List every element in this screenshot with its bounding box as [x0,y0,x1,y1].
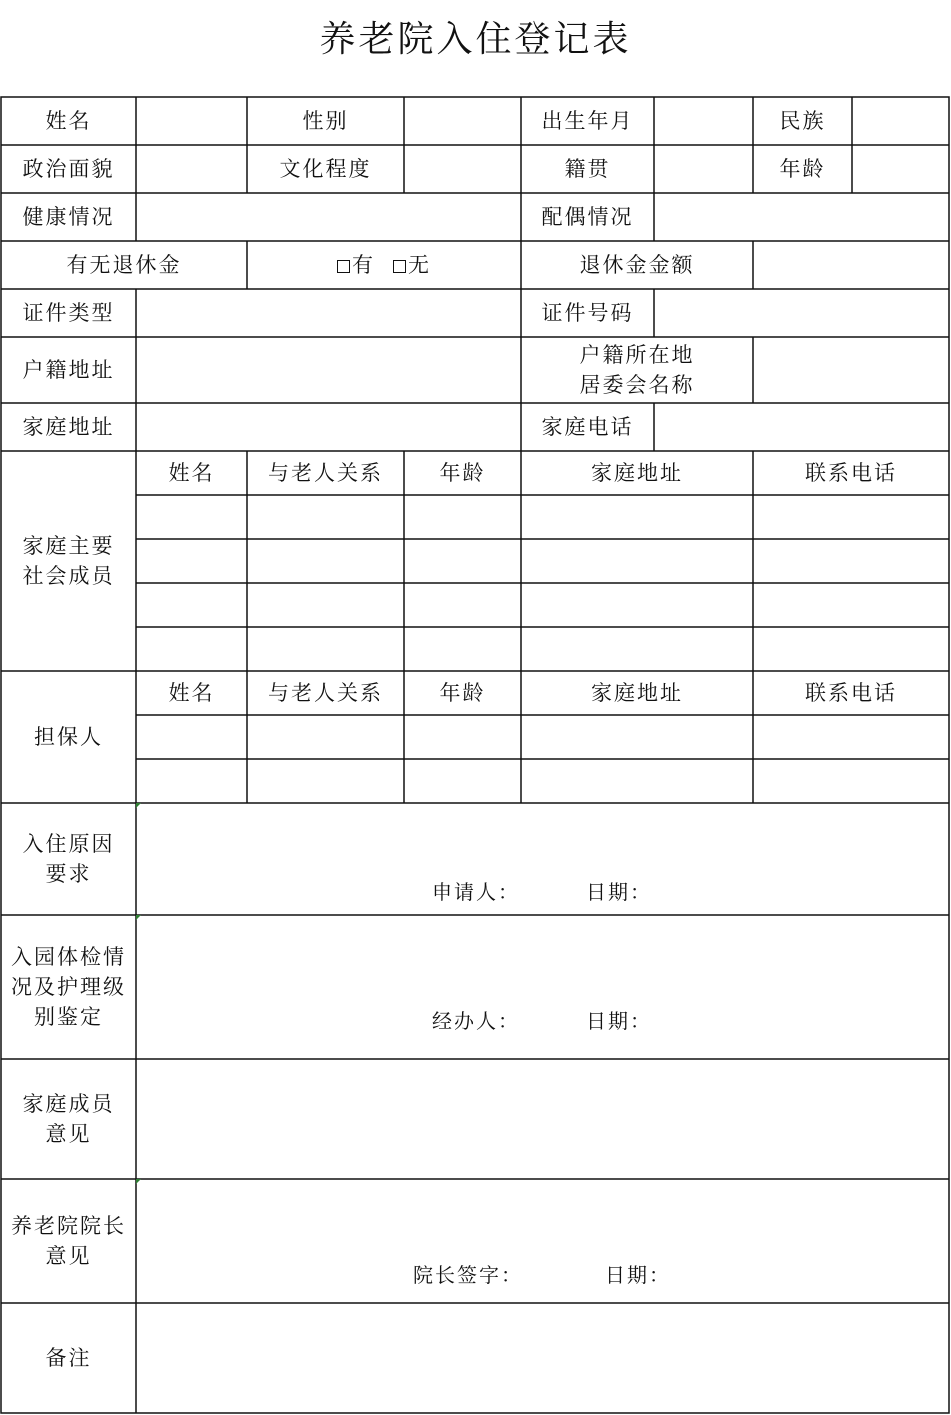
health-field[interactable] [137,194,520,240]
political-status-field[interactable] [137,146,246,192]
guarantor-section-label: 担保人 [34,725,103,749]
label-home-address: 家庭地址 [22,415,115,439]
label-native-place: 籍贯 [564,157,611,181]
remarks-field[interactable] [137,1304,949,1412]
handler-date-label: 日期： [586,1009,652,1033]
hukou-address-field[interactable] [137,338,520,402]
native-place-field[interactable] [655,146,752,192]
guarantor-header-age: 年龄 [439,681,486,705]
label-education: 文化程度 [279,157,372,181]
guarantor-header-address: 家庭地址 [591,681,683,705]
label-name: 姓名 [45,109,92,133]
birth-field[interactable] [655,98,752,144]
label-pension-amount: 退休金金额 [579,253,695,277]
label-gender: 性别 [302,109,349,133]
cell-marker-icon [136,915,141,920]
family-header-relation: 与老人关系 [268,461,383,485]
label-ethnicity: 民族 [779,109,826,133]
guarantor-row[interactable] [137,716,949,758]
guarantor-header-phone: 联系电话 [805,681,897,705]
id-type-field[interactable] [137,290,520,336]
label-hukou-committee: 户籍所在地 居委会名称 [579,343,695,397]
label-birth: 出生年月 [541,109,634,133]
guarantor-header-name: 姓名 [168,681,215,705]
label-age: 年龄 [779,157,826,181]
pension-yes-label: 有 [352,253,375,277]
label-health: 健康情况 [22,205,115,229]
cell-marker-icon [136,1179,141,1184]
id-number-field[interactable] [655,290,949,336]
gender-field[interactable] [405,98,520,144]
pension-no-option[interactable] [393,250,431,280]
director-date-label: 日期： [605,1263,671,1287]
age-field[interactable] [853,146,949,192]
cell-marker-icon [136,803,141,808]
admission-reason-field[interactable] [137,804,949,914]
name-field[interactable] [137,98,246,144]
family-row[interactable] [137,628,949,670]
guarantor-header-relation: 与老人关系 [268,681,383,705]
handler-signature-label: 经办人： [432,1009,520,1033]
label-family-opinion: 家庭成员 意见 [22,1092,115,1146]
ethnicity-field[interactable] [853,98,949,144]
guarantor-row[interactable] [137,760,949,802]
label-remarks: 备注 [45,1346,92,1370]
spouse-field[interactable] [655,194,949,240]
family-header-address: 家庭地址 [591,461,683,485]
director-opinion-field[interactable] [137,1180,949,1302]
form-title: 养老院入住登记表 [319,19,632,60]
checkbox-icon[interactable] [393,260,406,273]
label-id-type: 证件类型 [22,301,115,325]
home-address-field[interactable] [137,404,520,450]
label-hukou-address: 户籍地址 [22,358,115,382]
director-signature-label: 院长签字： [413,1263,523,1287]
label-admission-reason: 入住原因 要求 [22,832,115,886]
pension-options [247,241,521,289]
label-political-status: 政治面貌 [22,157,115,181]
label-director-opinion: 养老院院长 意见 [11,1214,126,1268]
education-field[interactable] [405,146,520,192]
physical-exam-field[interactable] [137,916,949,1058]
family-header-age: 年龄 [439,461,486,485]
family-row[interactable] [137,584,949,626]
label-pension: 有无退休金 [66,253,182,277]
applicant-date-label: 日期： [586,880,652,904]
pension-no-label: 无 [408,253,431,277]
family-header-phone: 联系电话 [805,461,897,485]
label-physical-exam: 入园体检情 况及护理级 别鉴定 [11,945,126,1029]
checkbox-icon[interactable] [337,260,350,273]
hukou-committee-field[interactable] [754,338,949,402]
home-phone-field[interactable] [655,404,949,450]
family-header-name: 姓名 [168,461,215,485]
label-spouse: 配偶情况 [541,205,634,229]
label-home-phone: 家庭电话 [541,415,634,439]
family-row[interactable] [137,496,949,538]
family-row[interactable] [137,540,949,582]
applicant-signature-label: 申请人： [432,880,520,904]
family-section-label: 家庭主要 社会成员 [22,534,115,588]
label-id-number: 证件号码 [541,301,634,325]
family-opinion-field[interactable] [137,1060,949,1178]
pension-amount-field[interactable] [754,242,949,288]
pension-yes-option[interactable] [337,250,375,280]
